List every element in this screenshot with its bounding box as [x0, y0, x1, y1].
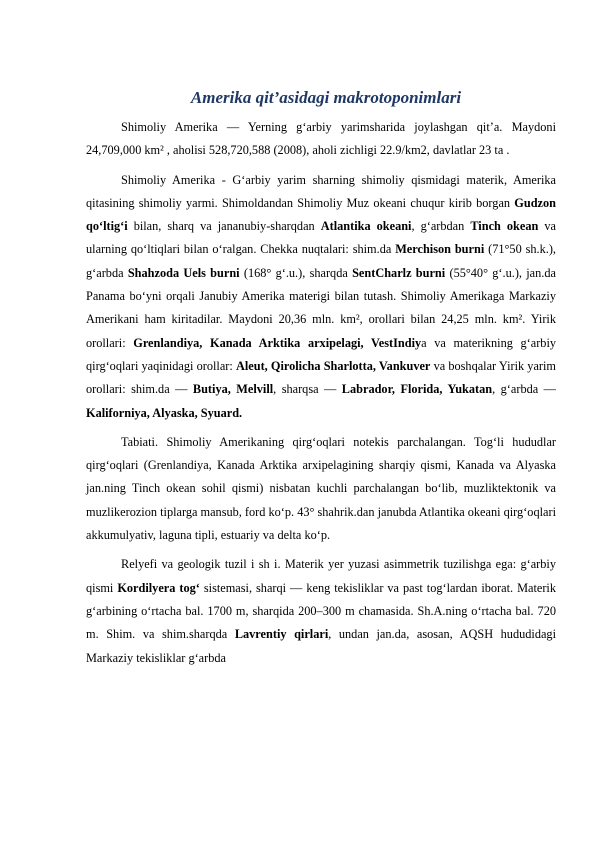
bold-term: Merchison burni	[395, 242, 485, 257]
text-run: sistemasi, sharqi — keng tekisliklar va past tog‘lardan iborat. Materik g‘arbining o‘rtacha bal. 1700 m, sharqida 200–300 m chamasida. Sh.A.ning o‘rtacha bal. 720 m. Shim. va shim.sharqda	[86, 580, 557, 642]
text-run: Shimoliy Amerika — Yerning g‘arbiy yarimsharida joylashgan qit’a. Maydoni 24,709,000 km² , aholisi 528,720,588 (2008), aholi zichligi 22.9/km2, davlatlar 23 ta .	[86, 120, 556, 158]
paragraph	[86, 169, 556, 425]
paragraph	[86, 431, 556, 547]
text-run: va ularning qo‘ltiqlari bilan o‘ralgan. Chekka nuqtalari: shim.da	[86, 219, 556, 257]
bold-term: Gudzon qo‘ltig‘i	[86, 195, 556, 234]
bold-term: Aleut, Qirolicha Sharlotta, Vankuver	[235, 358, 431, 373]
document-title: Amerika qit’asidagi makrotoponimlari	[190, 88, 462, 107]
bold-term: Lavrentiy qirlari	[234, 627, 329, 642]
bold-term: Kordilyera tog‘	[117, 580, 200, 595]
text-run: Shimoliy Amerika - G‘arbiy yarim sharning shimoliy qismidagi materik, Amerika qitasining shimoliy yarmi. Shimoldandan Shimoliy Muz okeani chuqur kirib borgan	[86, 172, 556, 210]
paragraph	[86, 553, 556, 669]
bold-term: Butiya, Melvill	[192, 382, 274, 397]
text-run: bilan, sharq va jananubiy-sharqdan	[127, 219, 321, 234]
text-run: , g‘arbda —	[492, 382, 556, 397]
text-run: (168° g‘.u.), sharqda	[239, 265, 353, 280]
document-body	[86, 116, 556, 676]
bold-term: Tinch okean	[470, 219, 539, 234]
text-run: , sharqsa —	[273, 382, 342, 397]
bold-term: Atlantika okeani	[320, 219, 412, 234]
text-run: Relyefi va geologik tuzil i sh i. Materik yer yuzasi asimmetrik tuzilishga ega: g‘arbiy qismi	[86, 557, 556, 595]
bold-term: SentCharlz burni	[352, 265, 446, 280]
bold-term: Shahzoda Uels burni	[127, 265, 240, 280]
bold-term: Grenlandiya, Kanada Arktika arxipelagi, VestIndiy	[133, 335, 422, 350]
bold-term: Kaliforniya, Alyaska, Syuard.	[86, 405, 243, 420]
text-run: (71°50 sh.k.), g‘arbda	[86, 242, 557, 280]
text-run: a va materikning g‘arbiy qirg‘oqlari yaqinidagi orollar:	[86, 335, 557, 373]
paragraph	[86, 116, 556, 163]
text-run: , undan jan.da, asosan, AQSH hududidagi Markaziy tekisliklar g‘arbda	[86, 627, 556, 665]
bold-term: Labrador, Florida, Yukatan	[341, 382, 493, 397]
text-run: va boshqalar Yirik yarim orollari: shim.da —	[86, 358, 556, 397]
text-run: (55°40° g‘.u.), jan.da Panama bo‘yni orqali Janubiy Amerika materigi bilan tutash. Shimoliy Amerikaga Markaziy Amerikani ham kiritadilar. Maydoni 20,36 mln. km², orollari bilan 24,25 mln. km². Yirik orollari:	[86, 265, 556, 350]
text-run: , g‘arbdan	[411, 219, 471, 234]
text-run: Tabiati. Shimoliy Amerikaning qirg‘oqlari notekis parchalangan. Tog‘li hududlar qirg‘oqlari (Grenlandiya, Kanada Arktika arxipelagining sharqiy qismi, Kanada va Alyaska jan.ning Tinch okean sohil qismi) nisbatan kuchli parchalangan bo‘lib, muzliktektonik va muzlikerozion tiplarga mansub, ford ko‘p. 43° shahrik.dan janubda Atlantika okeani qirg‘oqlari akkumulyativ, laguna tipli, estuariy va delta ko‘p.	[86, 434, 556, 543]
